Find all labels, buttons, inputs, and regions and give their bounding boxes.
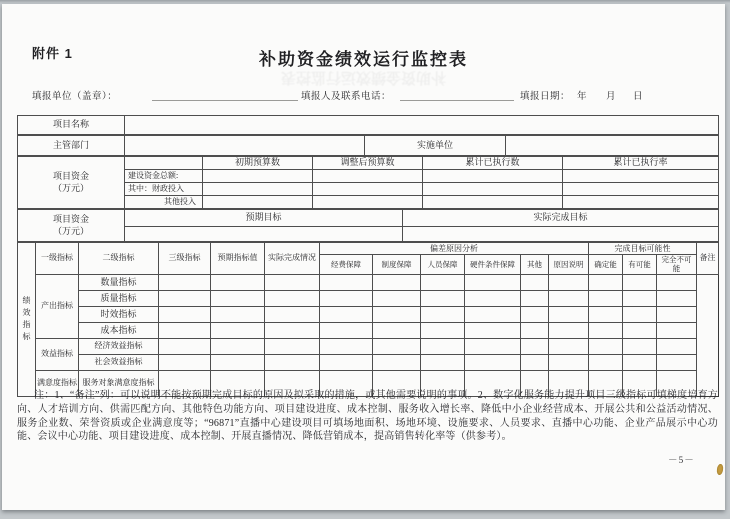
expected-goal-value-cell <box>125 227 403 242</box>
empty-cell <box>159 338 211 354</box>
header-level1: 一级指标 <box>36 243 79 275</box>
empty-cell <box>623 306 657 322</box>
empty-cell <box>465 274 521 290</box>
expected-goal-header: 预期目标 <box>125 210 403 227</box>
performance-indicators-block <box>17 242 719 397</box>
indicator-timeliness: 时效指标 <box>79 306 159 322</box>
empty-cell <box>521 290 549 306</box>
indicator-quality: 质量指标 <box>79 290 159 306</box>
project-name-block <box>17 115 719 135</box>
empty-cell <box>211 338 265 354</box>
empty-cell <box>159 274 211 290</box>
empty-cell <box>521 322 549 338</box>
header-actual-status: 实际完成情况 <box>265 243 320 275</box>
total-adjusted-cell <box>313 170 423 183</box>
header-reason-note: 原因说明 <box>549 255 589 275</box>
actual-goal-header: 实际完成目标 <box>403 210 719 227</box>
scan-stain <box>716 464 723 476</box>
month-label: 月 <box>606 92 617 102</box>
header-level2: 二级指标 <box>79 243 159 275</box>
empty-cell <box>589 290 623 306</box>
empty-cell <box>465 290 521 306</box>
empty-cell <box>521 306 549 322</box>
year-label: 年 <box>577 92 588 102</box>
page-title: 补助资金绩效运行监控表 <box>259 50 468 69</box>
funds-label-line1: 项目资金 <box>52 171 89 182</box>
empty-cell <box>159 306 211 322</box>
empty-cell <box>421 290 465 306</box>
indicator-quantity: 数量指标 <box>79 274 159 290</box>
empty-cell <box>521 354 549 370</box>
empty-cell <box>159 322 211 338</box>
header-level3: 三级指标 <box>159 243 211 275</box>
header-deviation-analysis: 偏差原因分析 <box>320 243 589 255</box>
funds-label-line2: （万元） <box>52 182 89 193</box>
empty-cell <box>320 354 373 370</box>
project-name-label: 项目名称 <box>18 116 125 135</box>
group-benefit-indicator: 效益指标 <box>36 338 79 370</box>
empty-cell <box>549 354 589 370</box>
other-rate-cell <box>563 196 719 209</box>
empty-cell <box>589 322 623 338</box>
department-block <box>17 135 719 156</box>
empty-cell <box>657 306 697 322</box>
row-fiscal-input-label: 其中：财政投入 <box>125 183 203 196</box>
empty-cell <box>549 338 589 354</box>
empty-cell <box>373 338 421 354</box>
empty-cell <box>421 274 465 290</box>
empty-cell <box>623 274 657 290</box>
empty-cell <box>373 306 421 322</box>
funds-sublabel-spacer <box>125 157 203 170</box>
empty-cell <box>421 338 465 354</box>
indicator-service-satisfaction: 服务对象满意度指标 <box>79 370 159 396</box>
empty-cell <box>421 354 465 370</box>
header-hardware-guarantee: 硬件条件保障 <box>465 255 521 275</box>
empty-cell <box>159 290 211 306</box>
empty-cell <box>657 354 697 370</box>
document-page <box>2 4 725 510</box>
empty-cell <box>373 322 421 338</box>
project-funds-block <box>17 156 719 209</box>
empty-cell <box>657 338 697 354</box>
other-executed-cell <box>423 196 563 209</box>
group-satisfaction-indicator: 满意度指标 <box>36 370 79 396</box>
attachment-label: 附件 1 <box>32 46 73 61</box>
implementing-unit-value-cell <box>506 136 719 156</box>
fiscal-adjusted-cell <box>313 183 423 196</box>
project-name-value-cell <box>125 116 719 135</box>
empty-cell <box>373 290 421 306</box>
reporting-unit-label: 填报单位（盖章）： <box>32 92 118 102</box>
indicator-economic-benefit: 经济效益指标 <box>79 338 159 354</box>
total-executed-cell <box>423 170 563 183</box>
fill-in-underline <box>400 100 514 101</box>
empty-cell <box>589 338 623 354</box>
empty-cell <box>265 338 320 354</box>
empty-cell <box>320 322 373 338</box>
empty-cell <box>265 354 320 370</box>
department-value-cell <box>125 136 365 156</box>
goals-label-line1: 项目资金 <box>52 214 89 225</box>
empty-cell <box>657 322 697 338</box>
row-other-input-label: 其他投入 <box>125 196 203 209</box>
empty-cell <box>623 290 657 306</box>
empty-cell <box>373 354 421 370</box>
empty-cell <box>320 290 373 306</box>
ink-bleed-artifact: 补助资金绩效运行监控表 <box>281 69 447 86</box>
empty-cell <box>465 306 521 322</box>
implementing-unit-label: 实施单位 <box>365 136 506 156</box>
fiscal-initial-cell <box>203 183 313 196</box>
empty-cell <box>211 274 265 290</box>
empty-cell <box>265 274 320 290</box>
group-output-indicator: 产出指标 <box>36 274 79 338</box>
goals-label-line2: （万元） <box>52 225 89 236</box>
header-impossible: 完全不可能 <box>657 255 697 275</box>
day-label: 日 <box>633 92 644 102</box>
col-executed-amount: 累计已执行数 <box>423 157 563 170</box>
actual-goal-value-cell <box>403 227 719 242</box>
department-label: 主管部门 <box>18 136 125 156</box>
empty-cell <box>549 306 589 322</box>
header-goal-possibility: 完成目标可能性 <box>589 243 697 255</box>
empty-cell <box>421 306 465 322</box>
header-system-guarantee: 制度保障 <box>373 255 421 275</box>
fiscal-executed-cell <box>423 183 563 196</box>
header-other: 其他 <box>521 255 549 275</box>
performance-indicator-side-label: 绩效指标 <box>18 243 36 397</box>
other-initial-cell <box>203 196 313 209</box>
empty-cell <box>465 354 521 370</box>
empty-cell <box>373 274 421 290</box>
header-funding-guarantee: 经费保障 <box>320 255 373 275</box>
empty-cell <box>465 338 521 354</box>
footnotes: 注：1、“备注”列：可以说明不能按预期完成目标的原因及拟采取的措施，或其他需要说明的事项。2、数字化服务能力提升项目三级指标可填梯度培育方向、人才培训方向、供需匹配方向、其他特色功能方向、项目建设进度、成本控制、服务收入增长率、降低中小企业经营成本、开展公共和公益活动情况、服务企业数、荣誉资质或企业满意度等；“96871”直播中心建设项目可填场地面积、场地环境、设施要求、人员要求、直播中心功能、企业产品展示中心功能、会议中心功能、项目建设进度、成本控制、开展直播情况、降低营销成本，提高销售转化率等（供参考）。 <box>17 390 718 443</box>
monitoring-table <box>17 115 718 397</box>
row-total-funds-label: 建设资金总额: <box>125 170 203 183</box>
empty-cell <box>320 274 373 290</box>
fiscal-rate-cell <box>563 183 719 196</box>
empty-cell <box>159 354 211 370</box>
total-rate-cell <box>563 170 719 183</box>
empty-cell <box>320 306 373 322</box>
empty-cell <box>465 322 521 338</box>
project-goals-block <box>17 209 719 242</box>
empty-cell <box>211 306 265 322</box>
empty-cell <box>549 290 589 306</box>
empty-cell <box>657 290 697 306</box>
empty-cell <box>320 338 373 354</box>
col-execution-rate: 累计已执行率 <box>563 157 719 170</box>
funds-label <box>18 157 125 209</box>
col-initial-budget: 初期预算数 <box>203 157 313 170</box>
header-certainly-can: 确定能 <box>589 255 623 275</box>
fill-in-underline <box>152 100 298 101</box>
empty-cell <box>589 354 623 370</box>
indicator-cost: 成本指标 <box>79 322 159 338</box>
empty-cell <box>549 274 589 290</box>
empty-cell <box>265 306 320 322</box>
goals-label <box>18 210 125 242</box>
col-adjusted-budget: 调整后预算数 <box>313 157 423 170</box>
header-expected-value: 预期指标值 <box>211 243 265 275</box>
empty-cell <box>211 290 265 306</box>
empty-cell <box>211 354 265 370</box>
header-personnel-guarantee: 人员保障 <box>421 255 465 275</box>
empty-cell <box>211 322 265 338</box>
empty-cell <box>521 338 549 354</box>
indicator-social-benefit: 社会效益指标 <box>79 354 159 370</box>
empty-cell <box>623 338 657 354</box>
contact-label: 填报人及联系电话： <box>301 92 392 102</box>
empty-cell <box>623 322 657 338</box>
date-label: 填报日期： <box>520 92 571 102</box>
header-possible: 有可能 <box>623 255 657 275</box>
empty-cell <box>623 354 657 370</box>
empty-cell <box>265 290 320 306</box>
empty-cell <box>521 274 549 290</box>
empty-cell <box>549 322 589 338</box>
empty-cell <box>589 274 623 290</box>
empty-cell <box>265 322 320 338</box>
empty-cell <box>589 306 623 322</box>
total-initial-cell <box>203 170 313 183</box>
page-number: －5－ <box>668 456 695 466</box>
empty-cell <box>657 274 697 290</box>
empty-cell <box>421 322 465 338</box>
other-adjusted-cell <box>313 196 423 209</box>
header-remark: 备注 <box>697 243 719 275</box>
